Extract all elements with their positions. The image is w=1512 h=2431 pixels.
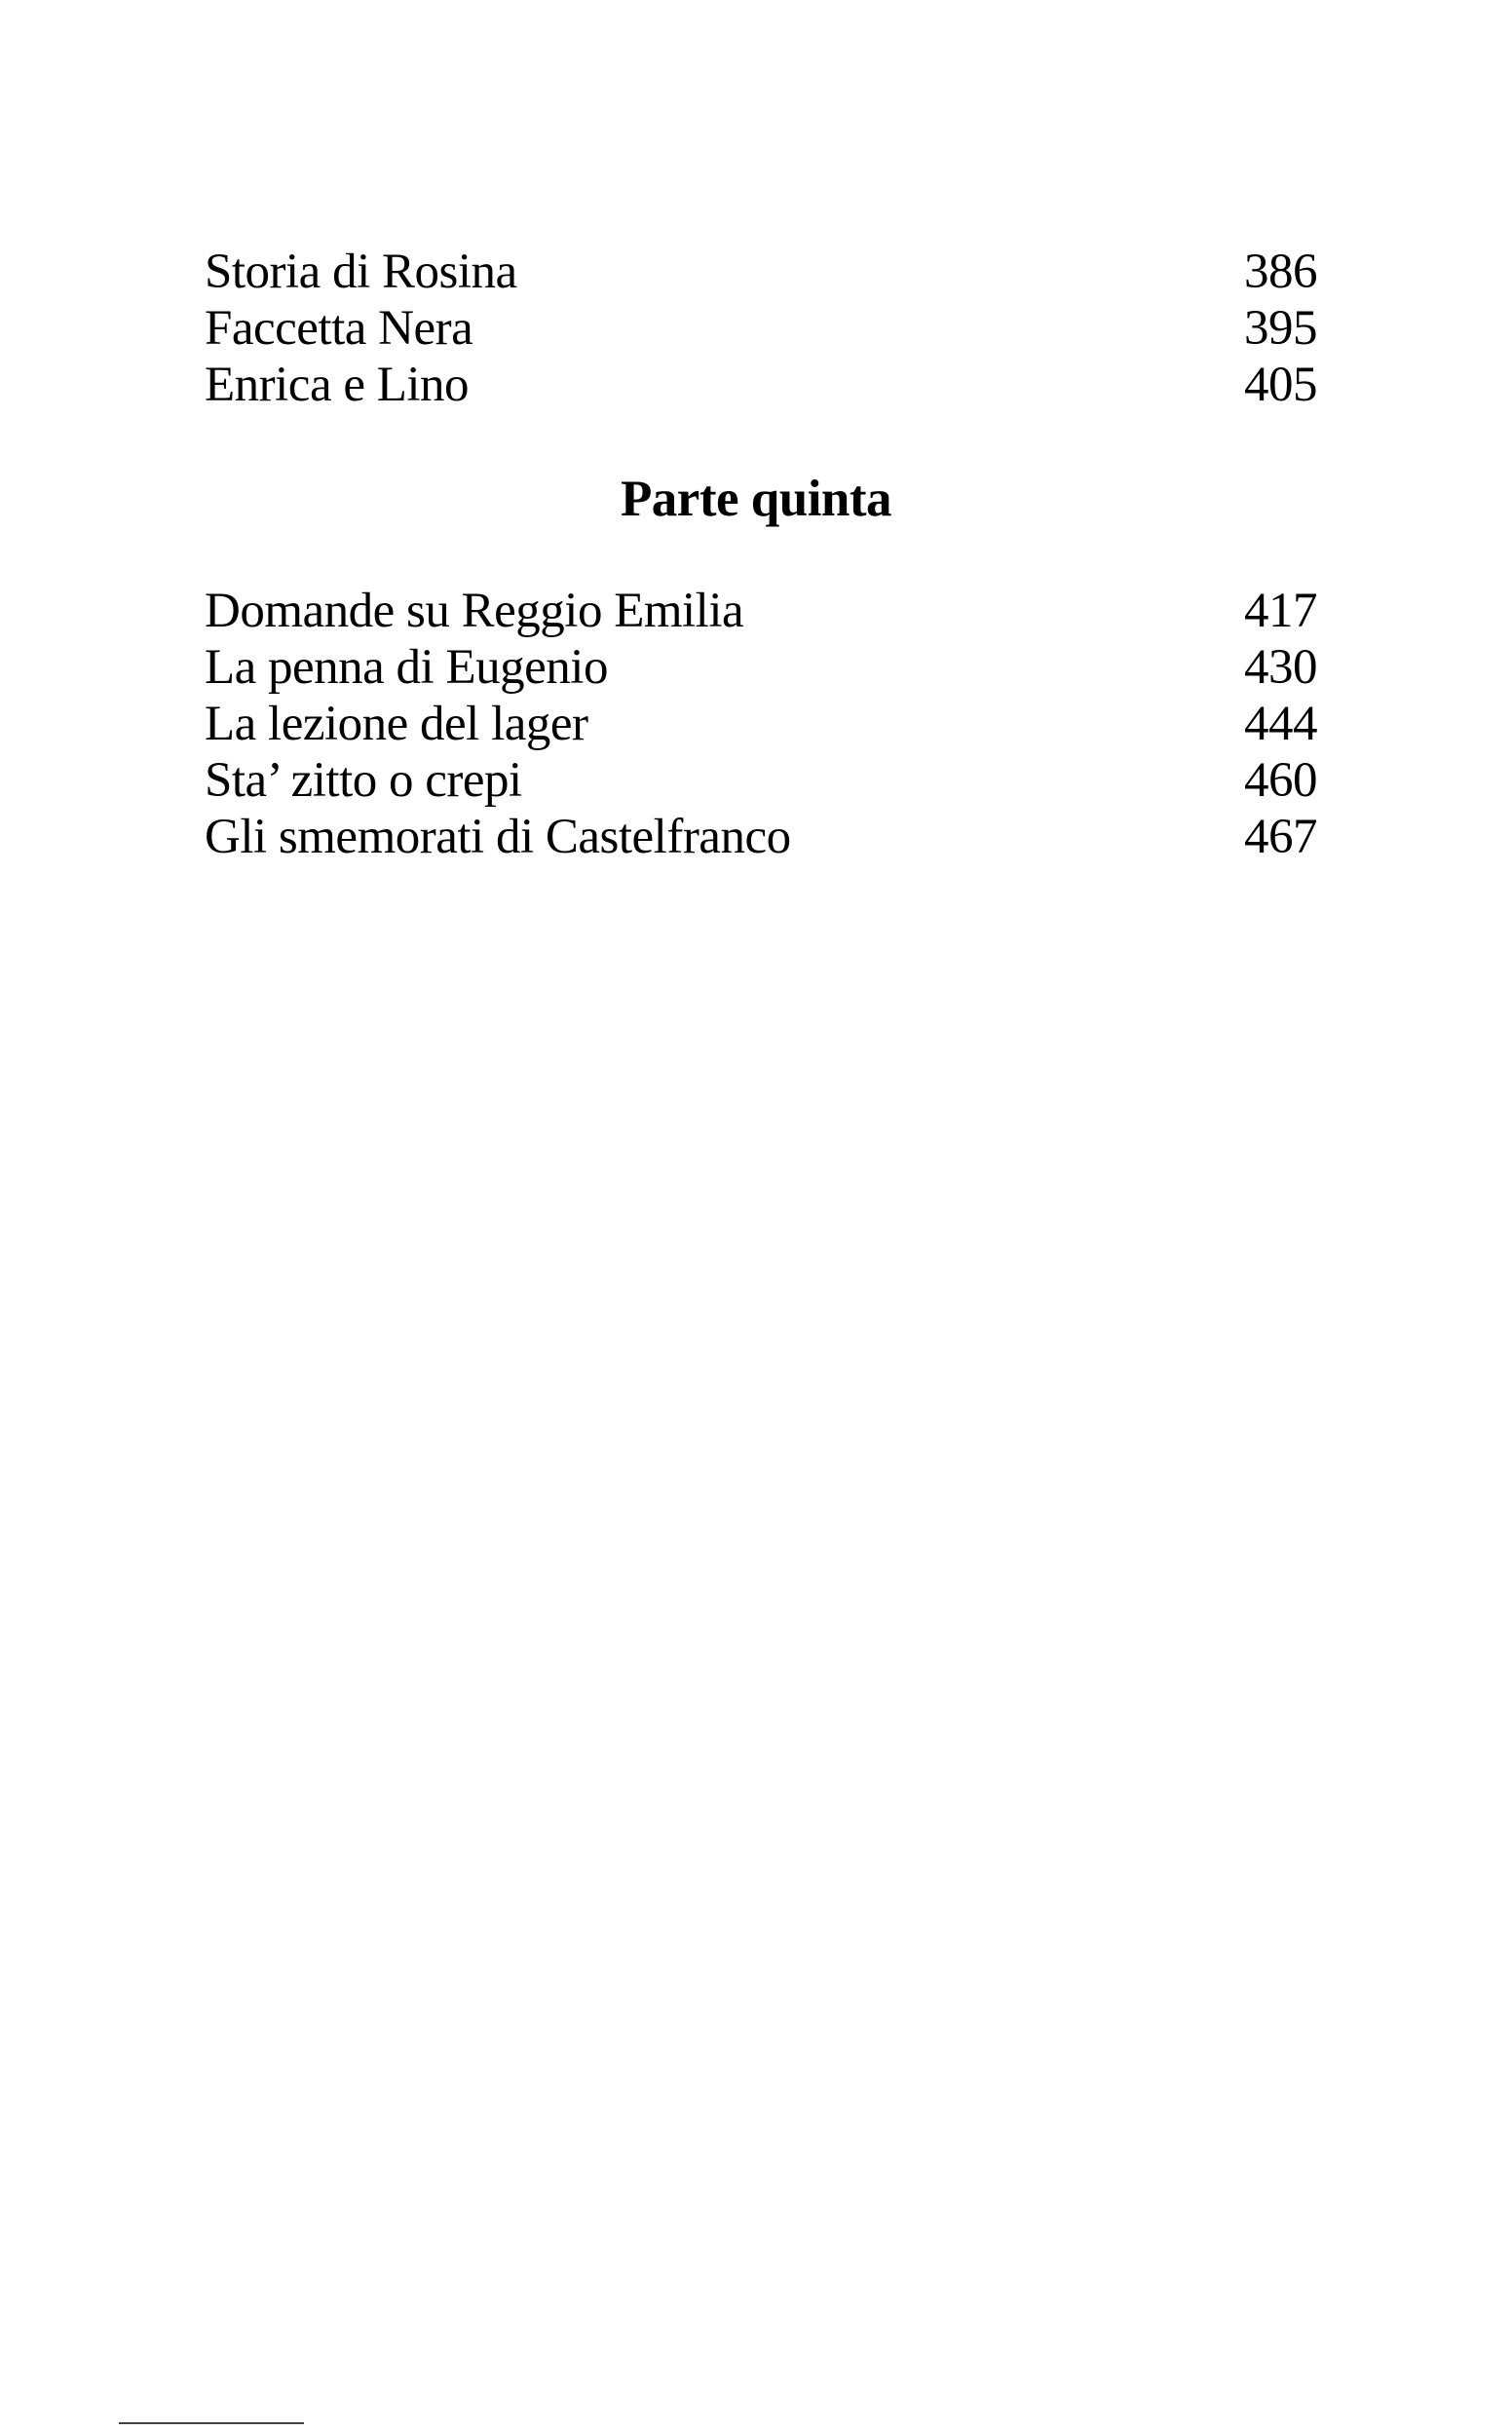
toc-entry (205, 639, 1317, 696)
toc-entry-title: La lezione del lager (205, 697, 588, 751)
toc-entry-title: Enrica e Lino (205, 358, 470, 412)
toc-entry (205, 752, 1317, 809)
toc-entry-page: 467 (1244, 810, 1317, 864)
toc-entry (205, 244, 1317, 300)
toc-entry-title: Sta’ zitto o crepi (205, 753, 522, 808)
toc-entry (205, 696, 1317, 752)
toc-entry-title: La penna di Eugenio (205, 640, 608, 695)
toc-entry-title: Gli smemorati di Castelfranco (205, 810, 791, 864)
toc-entry-page: 395 (1244, 301, 1317, 356)
toc-list-part-four (205, 244, 1317, 413)
page-edge-rule (119, 2422, 304, 2424)
toc-entry (205, 809, 1317, 865)
toc-entry-page: 444 (1244, 697, 1317, 751)
toc-entry (205, 300, 1317, 357)
toc-entry-title: Faccetta Nera (205, 301, 473, 356)
toc-list-part-five (205, 583, 1317, 865)
toc-entry-page: 417 (1244, 584, 1317, 638)
toc-entry-page: 386 (1244, 245, 1317, 299)
toc-entry-page: 430 (1244, 640, 1317, 695)
toc-entry-title: Storia di Rosina (205, 245, 517, 299)
toc-entry (205, 583, 1317, 639)
toc-entry-page: 405 (1244, 358, 1317, 412)
section-heading: Parte quinta (620, 471, 892, 527)
toc-entry (205, 357, 1317, 413)
toc-entry-title: Domande su Reggio Emilia (205, 584, 744, 638)
toc-entry-page: 460 (1244, 753, 1317, 808)
